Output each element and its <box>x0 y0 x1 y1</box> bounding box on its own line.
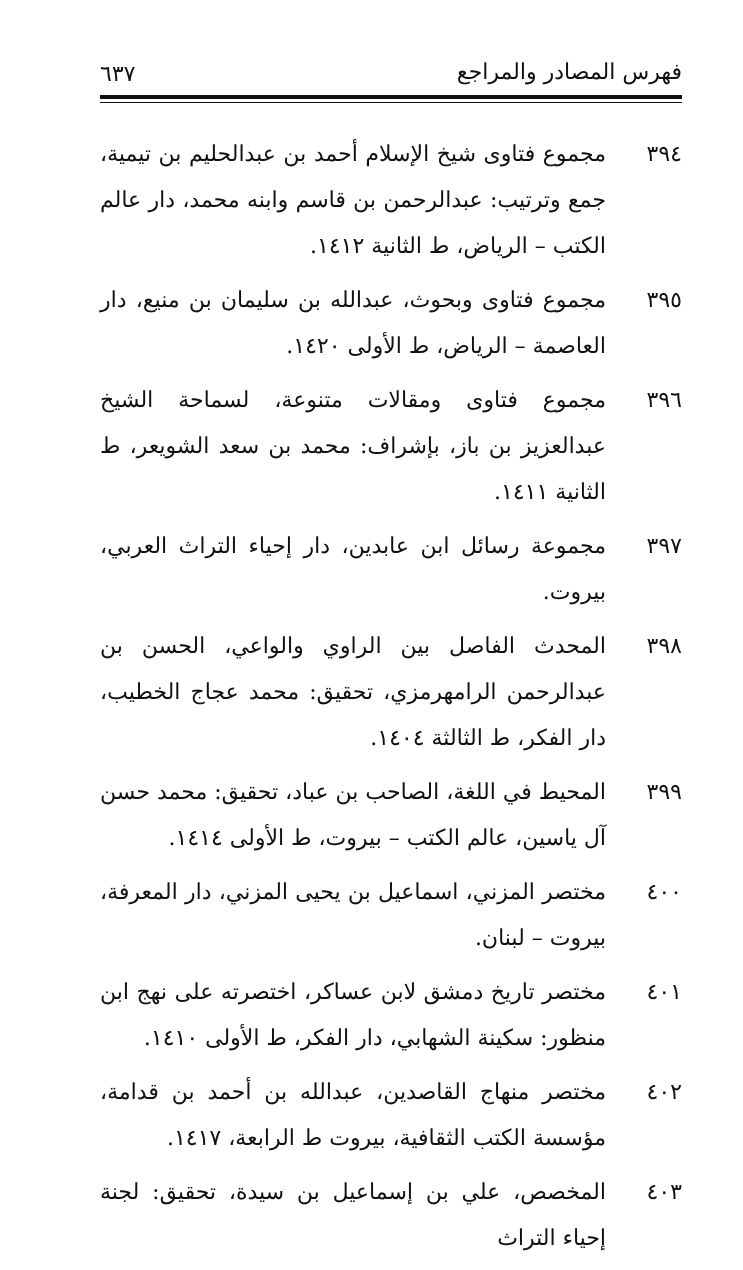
bibliography-entry <box>100 1170 682 1262</box>
bibliography-entry <box>100 132 682 270</box>
entry-number: ٤٠٣ <box>646 1180 682 1205</box>
running-header <box>100 56 682 96</box>
entry-number: ٣٩٥ <box>646 288 682 313</box>
entry-text: المحيط في اللغة، الصاحب بن عباد، تحقيق: محمد حسن آل ياسين، عالم الكتب – بيروت، ط الأولى ١٤١٤. <box>100 780 606 851</box>
entry-number: ٤٠٢ <box>646 1080 682 1105</box>
entry-number: ٣٩٦ <box>646 388 682 413</box>
bibliography-entry <box>100 1070 682 1162</box>
entry-text: مختصر تاريخ دمشق لابن عساكر، اختصرته على نهج ابن منظور: سكينة الشهابي، دار الفكر، ط الأولى ١٤١٠. <box>100 980 606 1051</box>
entry-number: ٣٩٨ <box>646 634 682 659</box>
header-rule-thin <box>100 102 682 103</box>
entry-text: مجموعة رسائل ابن عابدين، دار إحياء التراث العربي، بيروت. <box>100 534 606 605</box>
entry-number: ٣٩٧ <box>646 534 682 559</box>
entry-number: ٣٩٩ <box>646 780 682 805</box>
bibliography-list <box>100 132 682 1270</box>
page-number: ٦٣٧ <box>100 62 136 87</box>
bibliography-entry <box>100 970 682 1062</box>
entry-text: المخصص، علي بن إسماعيل بن سيدة، تحقيق: لجنة إحياء التراث <box>100 1180 606 1251</box>
entry-number: ٣٩٤ <box>646 142 682 167</box>
entry-text: مجموع فتاوى ومقالات متنوعة، لسماحة الشيخ عبدالعزيز بن باز، بإشراف: محمد بن سعد الشويعر، ط الثانية ١٤١١. <box>100 388 606 505</box>
entry-number: ٤٠١ <box>646 980 682 1005</box>
entry-text: مختصر المزني، اسماعيل بن يحيى المزني، دار المعرفة، بيروت – لبنان. <box>100 880 606 951</box>
header-rule-thick <box>100 95 682 99</box>
entry-text: المحدث الفاصل بين الراوي والواعي، الحسن بن عبدالرحمن الرامهرمزي، تحقيق: محمد عجاج الخطيب، دار الفكر، ط الثالثة ١٤٠٤. <box>100 634 606 751</box>
bibliography-entry <box>100 524 682 616</box>
bibliography-entry <box>100 770 682 862</box>
entry-text: مجموع فتاوى شيخ الإسلام أحمد بن عبدالحليم بن تيمية، جمع وترتيب: عبدالرحمن بن قاسم وابنه محمد، دار عالم الكتب – الرياض، ط الثانية ١٤١٢. <box>100 142 606 259</box>
bibliography-entry <box>100 278 682 370</box>
entry-text: مختصر منهاج القاصدين، عبدالله بن أحمد بن قدامة، مؤسسة الكتب الثقافية، بيروت ط الرابعة، ١٤١٧. <box>100 1080 606 1151</box>
running-title: فهرس المصادر والمراجع <box>456 60 682 85</box>
bibliography-entry <box>100 624 682 762</box>
entry-number: ٤٠٠ <box>646 880 682 905</box>
bibliography-entry <box>100 378 682 516</box>
entry-text: مجموع فتاوى وبحوث، عبدالله بن سليمان بن منيع، دار العاصمة – الرياض، ط الأولى ١٤٢٠. <box>100 288 606 359</box>
bibliography-entry <box>100 870 682 962</box>
